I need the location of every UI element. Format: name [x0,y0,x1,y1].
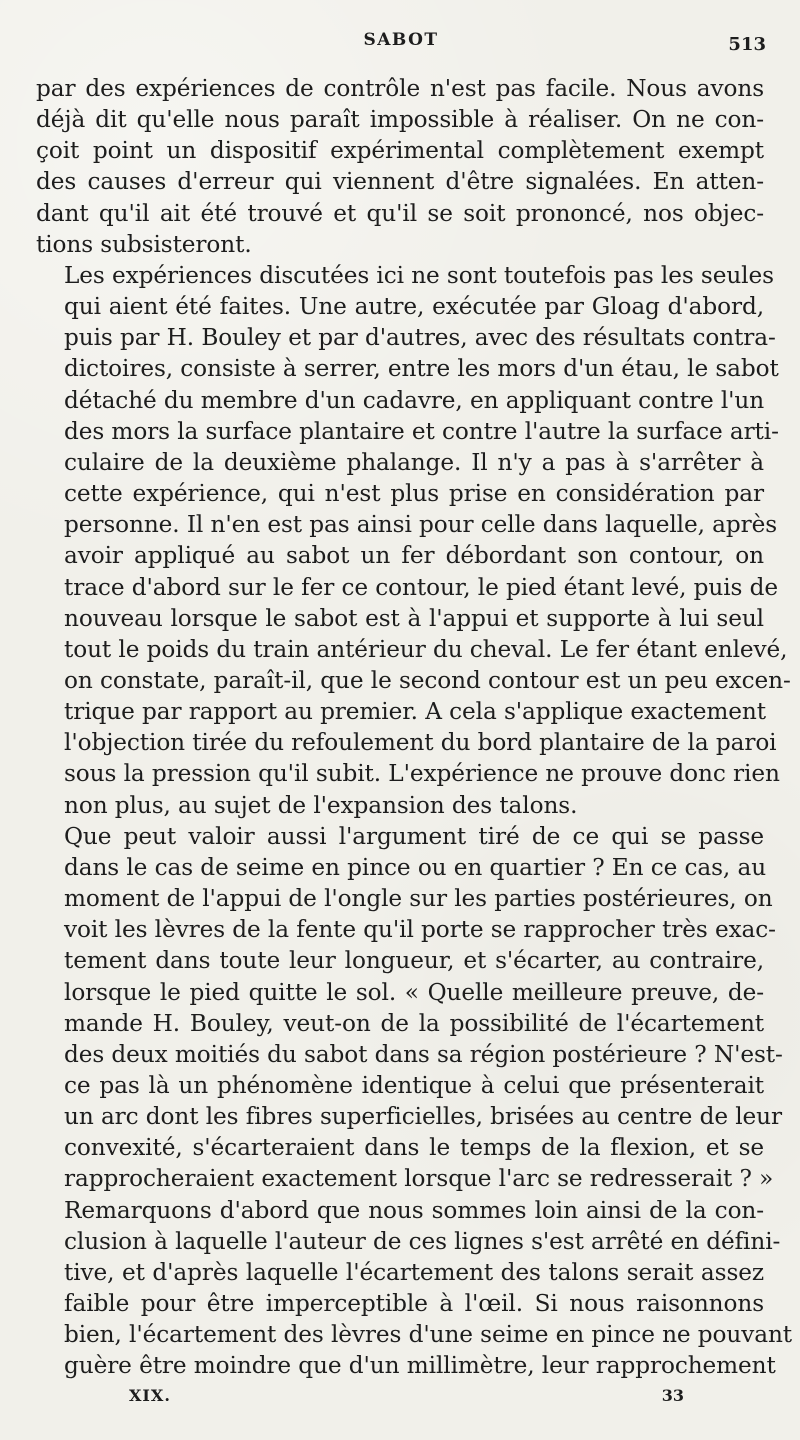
text-line: par des expériences de contrôle n'est pas facile. Nous avons [36,75,764,102]
text-line: culaire de la deuxième phalange. Il n'y a pas à s'arrêter à [64,448,764,476]
text-line: Remarquons d'abord que nous sommes loin ainsi de la con- [64,1196,764,1224]
text-line: faible pour être imperceptible à l'œil. Si nous raisonnons [64,1290,764,1318]
text-line: tout le poids du train antérieur du cheval. Le fer étant enlevé, [64,635,788,663]
text-line: trace d'abord sur le fer ce contour, le pied étant levé, puis de [64,573,778,601]
text-line: moment de l'appui de l'ongle sur les parties postérieures, on [64,885,773,913]
text-line: trique par rapport au premier. A cela s'applique exactement [64,698,766,726]
text-line: un arc dont les fibres superficielles, brisées au centre de leur [64,1103,782,1131]
text-line: Les expériences discutées ici ne sont toutefois pas les seules [64,261,774,289]
page-footer [129,1386,684,1410]
text-line: çoit point un dispositif expérimental complètement exempt [36,137,764,165]
paragraph [36,73,764,260]
text-line: bien, l'écartement des lèvres d'une seime en pince ne pouvant [64,1321,793,1349]
text-line: l'objection tirée du refoulement du bord plantaire de la paroi [64,729,777,757]
text-line: déjà dit qu'elle nous paraît impossible à réaliser. On ne con- [36,106,764,134]
text-line: sous la pression qu'il subit. L'expérience ne prouve donc rien [64,760,780,788]
text-line: tions subsisteront. [36,230,252,258]
text-line: Que peut valoir aussi l'argument tiré de ce qui se passe [64,822,764,850]
text-line: guère être moindre que d'un millimètre, leur rapprochement [64,1352,776,1380]
text-line: convexité, s'écarteraient dans le temps de la flexion, et se [64,1134,764,1162]
text-line: on constate, paraît-il, que le second contour est un peu excen- [64,666,791,694]
text-line: des mors la surface plantaire et contre l'autre la surface arti- [64,417,779,445]
text-line: clusion à laquelle l'auteur de ces lignes s'est arrêté en défini- [64,1227,781,1255]
text-line: tive, et d'après laquelle l'écartement des talons serait assez [64,1258,764,1286]
text-line: dant qu'il ait été trouvé et qu'il se soit prononcé, nos objec- [36,199,764,227]
text-line: qui aient été faites. Une autre, exécutée par Gloag d'abord, [64,293,764,321]
text-line: cette expérience, qui n'est plus prise en considération par [64,480,764,508]
running-title: SABOT [363,30,439,50]
text-line: ce pas là un phénomène identique à celui que présenterait [64,1072,764,1099]
text-line: dictoires, consiste à serrer, entre les mors d'un étau, le sabot [64,355,779,383]
sheet-number: 33 [661,1386,684,1405]
text-line: des causes d'erreur qui viennent d'être signalées. En atten- [36,168,764,196]
text-line: non plus, au sujet de l'expansion des talons. [64,791,578,819]
text-line: avoir appliqué au sabot un fer débordant son contour, on [64,542,764,570]
text-line: détaché du membre d'un cadavre, en appliquant contre l'un [64,386,765,414]
text-line: lorsque le pied quitte le sol. « Quelle meilleure preuve, de- [64,978,764,1006]
text-line: voit les lèvres de la fente qu'il porte se rapprocher très exac- [64,916,776,944]
page-number: 513 [728,34,766,55]
paragraph [36,1195,793,1382]
running-header [36,30,766,56]
text-line: mande H. Bouley, veut-on de la possibilité de l'écartement [64,1009,764,1037]
text-line: personne. Il n'en est pas ainsi pour celle dans laquelle, après [64,511,778,539]
body-text [36,73,793,1382]
paragraph [36,260,791,821]
paragraph [36,821,783,1195]
text-line: des deux moitiés du sabot dans sa région postérieure ? N'est- [64,1040,783,1068]
text-line: dans le cas de seime en pince ou en quartier ? En ce cas, au [64,853,767,881]
text-line: tement dans toute leur longueur, et s'écarter, au contraire, [64,947,764,975]
signature-mark: XIX. [129,1386,171,1405]
text-line: puis par H. Bouley et par d'autres, avec des résultats contra- [64,324,776,352]
text-line: nouveau lorsque le sabot est à l'appui et supporte à lui seul [64,604,764,632]
text-line: rapprocheraient exactement lorsque l'arc se redresserait ? » [64,1165,774,1193]
